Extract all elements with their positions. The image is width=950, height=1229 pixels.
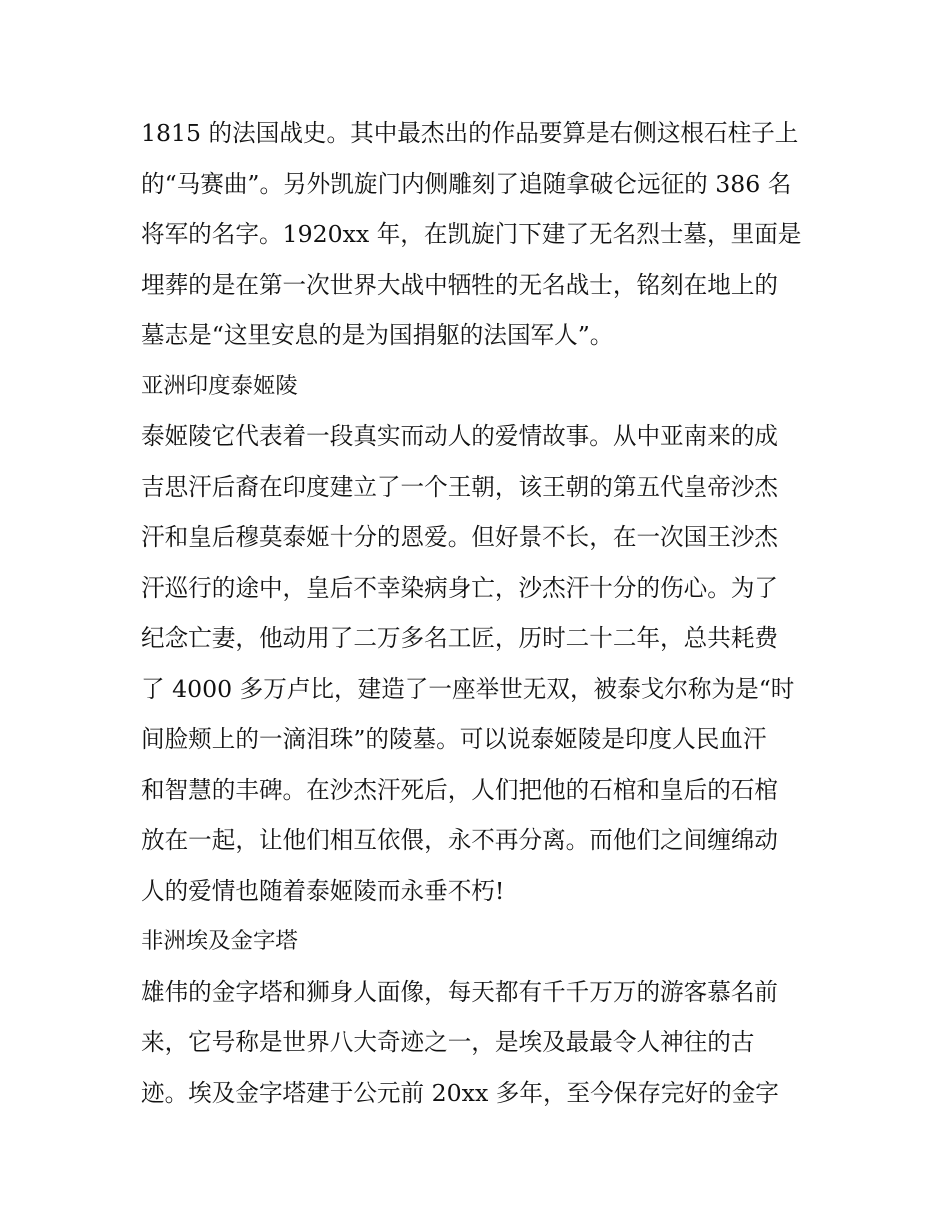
text-line: 墓志是“这里安息的是为国捐躯的法国军人”。 <box>141 321 614 349</box>
text-line: 埋葬的是在第一次世界大战中牺牲的无名战士，铭刻在地上的 <box>141 270 779 299</box>
document-body <box>141 108 811 1118</box>
text-line: 了 4000 多万卢比，建造了一座举世无双，被泰戈尔称为是“时 <box>141 674 795 703</box>
text-line: 和智慧的丰碑。在沙杰汗死后，人们把他的石棺和皇后的石棺 <box>141 775 779 804</box>
text-line: 汗和皇后穆莫泰姬十分的恩爱。但好景不长，在一次国王沙杰 <box>141 523 779 551</box>
text-line: 1815 的法国战史。其中最杰出的作品要算是右侧这根石柱子上 <box>141 119 799 147</box>
section-heading: 亚洲印度泰姬陵 <box>141 372 298 399</box>
text-line: 泰姬陵它代表着一段真实而动人的爱情故事。从中亚南来的成 <box>141 422 779 450</box>
text-line: 的“马赛曲”。另外凯旋门内侧雕刻了追随拿破仑远征的 386 名 <box>141 169 792 198</box>
text-line: 将军的名字。1920xx 年，在凯旋门下建了无名烈士墓，里面是 <box>141 220 802 248</box>
section-heading: 非洲埃及金字塔 <box>141 928 298 954</box>
text-line: 汗巡行的途中，皇后不幸染病身亡，沙杰汗十分的伤心。为了 <box>141 573 779 602</box>
text-line: 来，它号称是世界八大奇迹之一，是埃及最最令人神往的古 <box>141 1028 755 1056</box>
text-line: 放在一起，让他们相互依偎，永不再分离。而他们之间缠绵动 <box>141 826 779 854</box>
text-line: 纪念亡妻，他动用了二万多名工匠，历时二十二年，总共耗费 <box>141 624 779 652</box>
text-line: 吉思汗后裔在印度建立了一个王朝，该王朝的第五代皇帝沙杰 <box>141 472 779 501</box>
text-line: 雄伟的金字塔和狮身人面像，每天都有千千万万的游客慕名前 <box>141 977 779 1006</box>
text-line: 间脸颊上的一滴泪珠”的陵墓。可以说泰姬陵是印度人民血汗 <box>141 725 767 753</box>
text-line: 人的爱情也随着泰姬陵而永垂不朽! <box>141 876 505 905</box>
text-line: 迹。埃及金字塔建于公元前 20xx 多年，至今保存完好的金字 <box>141 1078 779 1107</box>
